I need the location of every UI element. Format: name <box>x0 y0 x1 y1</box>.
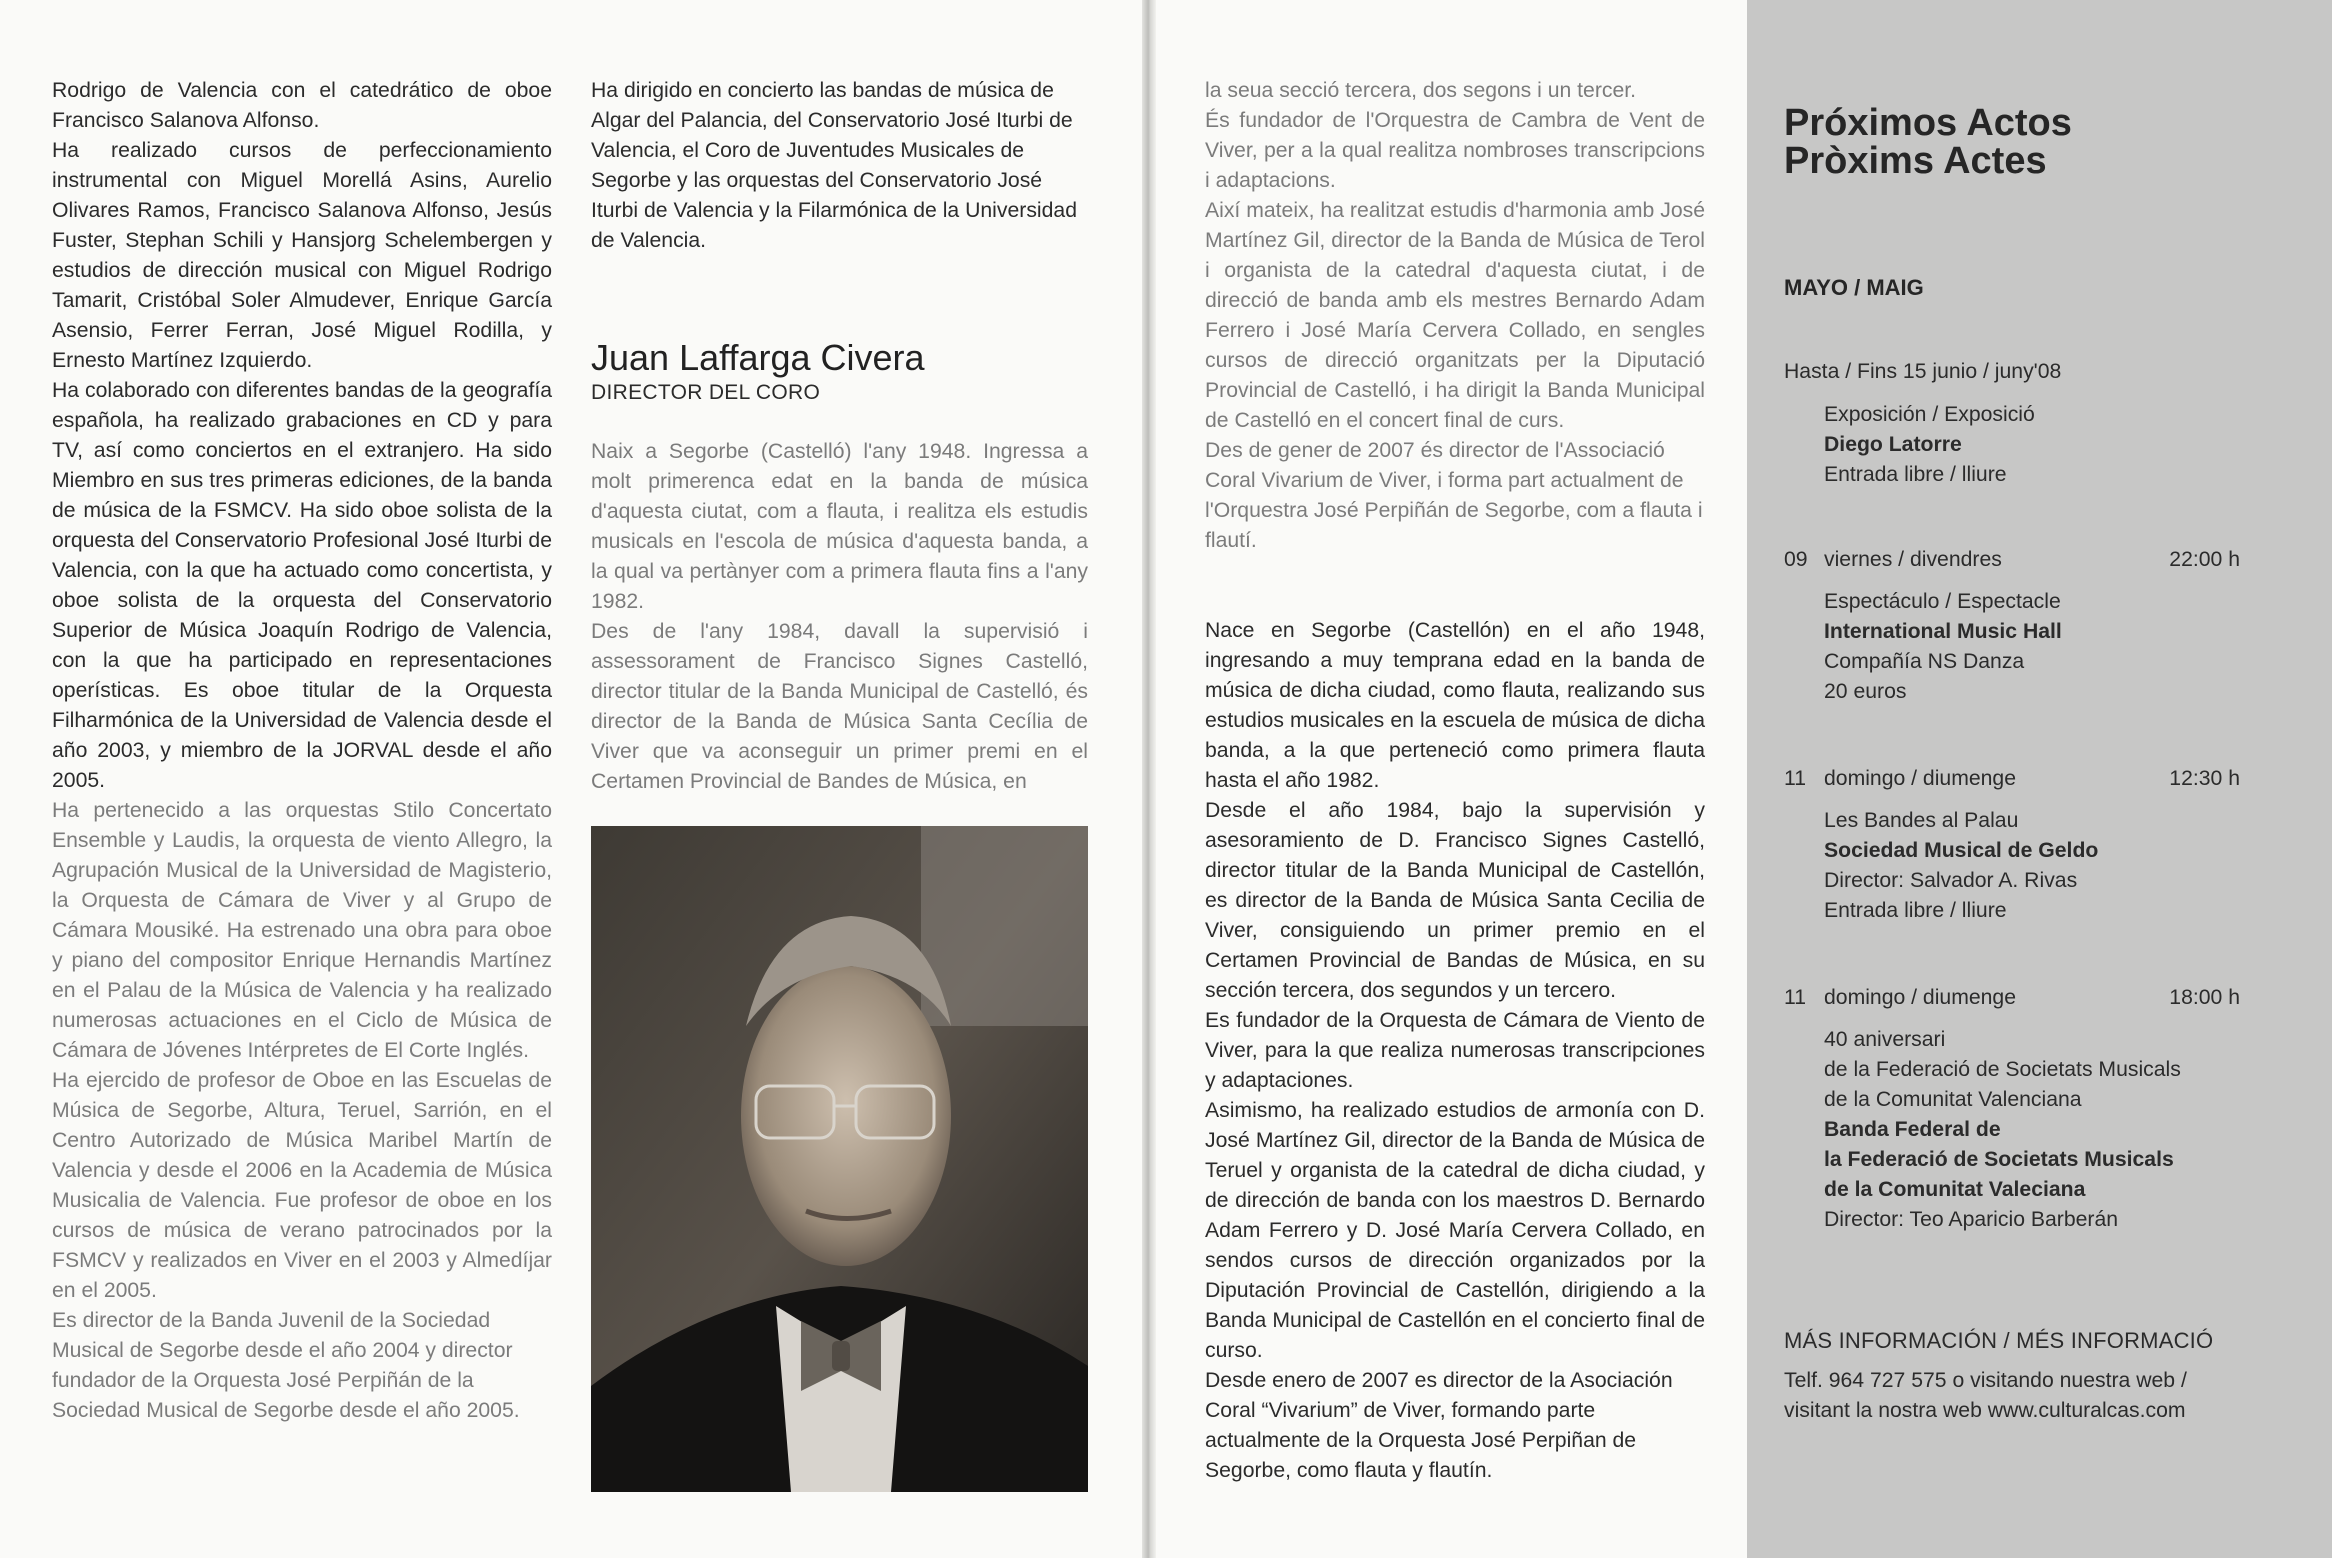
exhibition-type: Exposición / Exposició <box>1824 403 2035 426</box>
event-weekday: domingo / diumenge <box>1824 986 2016 1009</box>
more-info-line: Telf. 964 727 575 o visitando nuestra web / <box>1784 1369 2187 1392</box>
event-line: Compañía NS Danza <box>1824 650 2025 673</box>
event-line: Entrada libre / lliure <box>1824 899 2007 922</box>
exhibition-entry: Entrada libre / lliure <box>1824 463 2007 486</box>
bio-text-spanish <box>1205 616 1705 1486</box>
month-heading: MAYO / MAIG <box>1784 275 1924 300</box>
bio-text-valencian-continued <box>1205 76 1705 556</box>
more-info-text <box>1784 1366 2187 1426</box>
paragraph: És fundador de l'Orquestra de Cambra de Vent de Viver, per a la qual realitza nombroses transcripcions i adaptacions. <box>1205 109 1705 192</box>
event-line: Les Bandes al Palau <box>1824 809 2019 832</box>
event-line: Director: Teo Aparicio Barberán <box>1824 1208 2119 1231</box>
event-line: Director: Salvador A. Rivas <box>1824 869 2078 892</box>
event-title: Banda Federal de <box>1824 1118 2001 1141</box>
more-info-heading: MÁS INFORMACIÓN / MÉS INFORMACIÓ <box>1784 1328 2214 1353</box>
paragraph: Asimismo, ha realizado estudios de armonía con D. José Martínez Gil, director de la Banda de Música de Teruel y organista de la catedral de dicha ciudad, y de dirección de banda con los maestros D. Bernardo Adam Ferrero y D. José María Cervera Collado, en sendos cursos de dirección organizados por la Diputación Provincial de Castellón, dirigiendo a la Banda Municipal de Castellón en el concierto final de curso. <box>1205 1099 1705 1362</box>
sidebar-title-line: Próximos Actos <box>1784 102 2072 144</box>
paragraph: Ha ejercido de profesor de Oboe en las Escuelas de Música de Segorbe, Altura, Teruel, Sarrión, en el Centro Autorizado de Música Maribel Martín de Valencia y desde el 2006 en la Academia de Música Musicalia de Valencia. Fue profesor de oboe en los cursos de música de verano patrocinados por la FSMCV y realizados en Viver en el 2003 y Almedíjar en el 2005. <box>52 1069 552 1302</box>
event-details <box>1824 806 2098 926</box>
paragraph: Rodrigo de Valencia con el catedrático de oboe Francisco Salanova Alfonso. <box>52 79 552 132</box>
event-title: de la Comunitat Valeciana <box>1824 1178 2086 1201</box>
event-line: 40 aniversari <box>1824 1028 1946 1051</box>
sidebar-title <box>1784 104 2072 180</box>
paragraph: Es director de la Banda Juvenil de la Sociedad Musical de Segorbe desde el año 2004 y director fundador de la Orquesta José Perpiñán de la Sociedad Musical de Segorbe desde el año 2005. <box>52 1309 520 1422</box>
paragraph: Naix a Segorbe (Castelló) l'any 1948. Ingressa a molt primerenca edat en la banda de música d'aquesta ciutat, com a flauta, i realitza els estudis musicals en l'escola de música d'aquesta banda, a la qual va pertànyer com a primera flauta fins a l'any 1982. <box>591 440 1088 613</box>
event-title: la Federació de Societats Musicals <box>1824 1148 2174 1171</box>
exhibition-name: Diego Latorre <box>1824 433 1962 456</box>
exhibition-block <box>1824 400 2035 490</box>
event-details <box>1824 587 2062 707</box>
more-info-line: visitant la nostra web www.culturalcas.com <box>1784 1399 2186 1422</box>
paragraph: Desde enero de 2007 es director de la Asociación Coral “Vivarium” de Viver, formando parte actualmente de la Orquesta José Perpiñan de Segorbe, como flauta y flautín. <box>1205 1369 1673 1482</box>
event-day: 09 <box>1784 548 1808 571</box>
paragraph: Des de gener de 2007 és director de l'Associació Coral Vivarium de Viver, i forma part actualment de l'Orquestra José Perpiñán de Segorbe, com a flauta i flautí. <box>1205 439 1703 552</box>
event-day: 11 <box>1784 767 1806 790</box>
event-weekday: viernes / divendres <box>1824 548 2002 571</box>
paragraph: Nace en Segorbe (Castellón) en el año 1948, ingresando a muy temprana edad en la banda de música de dicha ciudad, como flauta, realizando sus estudios musicales en la escuela de música de dicha banda, a la que perteneció como primera flauta hasta el año 1982. <box>1205 619 1705 792</box>
paragraph: Ha dirigido en concierto las bandas de música de Algar del Palancia, del Conservatorio José Iturbi de Valencia, el Coro de Juventudes Musicales de Segorbe y las orquestas del Conservatorio José Iturbi de Valencia y la Filarmónica de la Universidad de Valencia. <box>591 79 1077 252</box>
event-details <box>1824 1025 2181 1235</box>
bio-column-1 <box>52 76 552 1426</box>
paragraph: Així mateix, ha realitzat estudis d'harmonia amb José Martínez Gil, director de la Banda de Música de Terol i organista de la catedral d'aquesta ciutat, i de direcció de banda amb els mestres Bernardo Adam Ferrero i José María Cervera Collado, en sengles cursos de direcció organitzats per la Diputació Provincial de Castelló, i ha dirigit la Banda Municipal de Castelló en el concert final de curs. <box>1205 199 1705 432</box>
event-line: de la Comunitat Valenciana <box>1824 1088 2082 1111</box>
bio-name-heading: Juan Laffarga Civera <box>591 337 925 378</box>
paragraph: Ha realizado cursos de perfeccionamiento instrumental con Miguel Morellá Asins, Aurelio Olivares Ramos, Francisco Salanova Alfonso, Jesús Fuster, Stephan Schili y Hansjorg Schelembergen y estudios de dirección musical con Miguel Rodrigo Tamarit, Cristóbal Soler Almudever, Enrique García Asensio, Ferrer Ferran, José Miguel Rodilla, y Ernesto Martínez Izquierdo. <box>52 139 552 372</box>
event-line: Espectáculo / Espectacle <box>1824 590 2061 613</box>
event-time: 22:00 h <box>2169 548 2240 571</box>
paragraph: Desde el año 1984, bajo la supervisión y asesoramiento de D. Francisco Signes Castelló, director titular de la Banda Municipal de Castellón, es director de la Banda de Música Santa Cecilia de Viver, consiguiendo un primer premio en el Certamen Provincial de Bandas de Música, en su sección tercera, dos segundos y un tercero. <box>1205 799 1705 1002</box>
event-title: International Music Hall <box>1824 620 2062 643</box>
bio-column-2 <box>591 76 1088 256</box>
page-fold <box>1142 0 1156 1558</box>
event-time: 12:30 h <box>2169 767 2240 790</box>
paragraph: Ha pertenecido a las orquestas Stilo Concertato Ensemble y Laudis, la orquesta de viento Allegro, la Agrupación Musical de la Universidad de Magisterio, la Orquesta de Cámara de Viver y al Grupo de Cámara Mousiké. Ha estrenado una obra para oboe y piano del compositor Enrique Hernandis Martínez en el Palau de la Música de Valencia y ha realizado numerosas actuaciones en el Ciclo de Música de Cámara de Jóvenes Intérpretes de El Corte Inglés. <box>52 799 552 1062</box>
paragraph: Es fundador de la Orquesta de Cámara de Viento de Viver, para la que realiza numerosas transcripciones y adaptaciones. <box>1205 1009 1705 1092</box>
portrait-photo <box>591 826 1088 1492</box>
paragraph: Des de l'any 1984, davall la supervisió i assessorament de Francisco Signes Castelló, director titular de la Banda Municipal de Castelló, és director de la Banda de Música Santa Cecília de Viver que va aconseguir un primer premi en el Certamen Provincial de Bandes de Música, en <box>591 620 1088 793</box>
exhibition-date: Hasta / Fins 15 junio / juny'08 <box>1784 360 2062 383</box>
event-time: 18:00 h <box>2169 986 2240 1009</box>
bio-text-valencian <box>591 437 1088 797</box>
sidebar-title-line: Pròxims Actes <box>1784 140 2047 182</box>
event-weekday: domingo / diumenge <box>1824 767 2016 790</box>
bio-role-subheading: DIRECTOR DEL CORO <box>591 381 821 404</box>
paragraph: la seua secció tercera, dos segons i un tercer. <box>1205 79 1637 102</box>
event-line: de la Federació de Societats Musicals <box>1824 1058 2181 1081</box>
event-line: 20 euros <box>1824 680 1907 703</box>
paragraph: Ha colaborado con diferentes bandas de la geografía española, ha realizado grabaciones en CD y para TV, así como conciertos en el extranjero. Ha sido Miembro en sus tres primeras ediciones, de la banda de música de la FSMCV. Ha sido oboe solista de la orquesta del Conservatorio Profesional José Iturbi de Valencia, con la que ha actuado como concertista, y oboe solista de la orquesta del Conservatorio Superior de Música Joaquín Rodrigo de Valencia, con la que ha participado en representaciones operísticas. Es oboe titular de la Orquesta Filharmónica de la Universidad de Valencia desde el año 2003, y miembro de la JORVAL desde el año 2005. <box>52 379 552 792</box>
event-title: Sociedad Musical de Geldo <box>1824 839 2099 862</box>
event-day: 11 <box>1784 986 1806 1009</box>
